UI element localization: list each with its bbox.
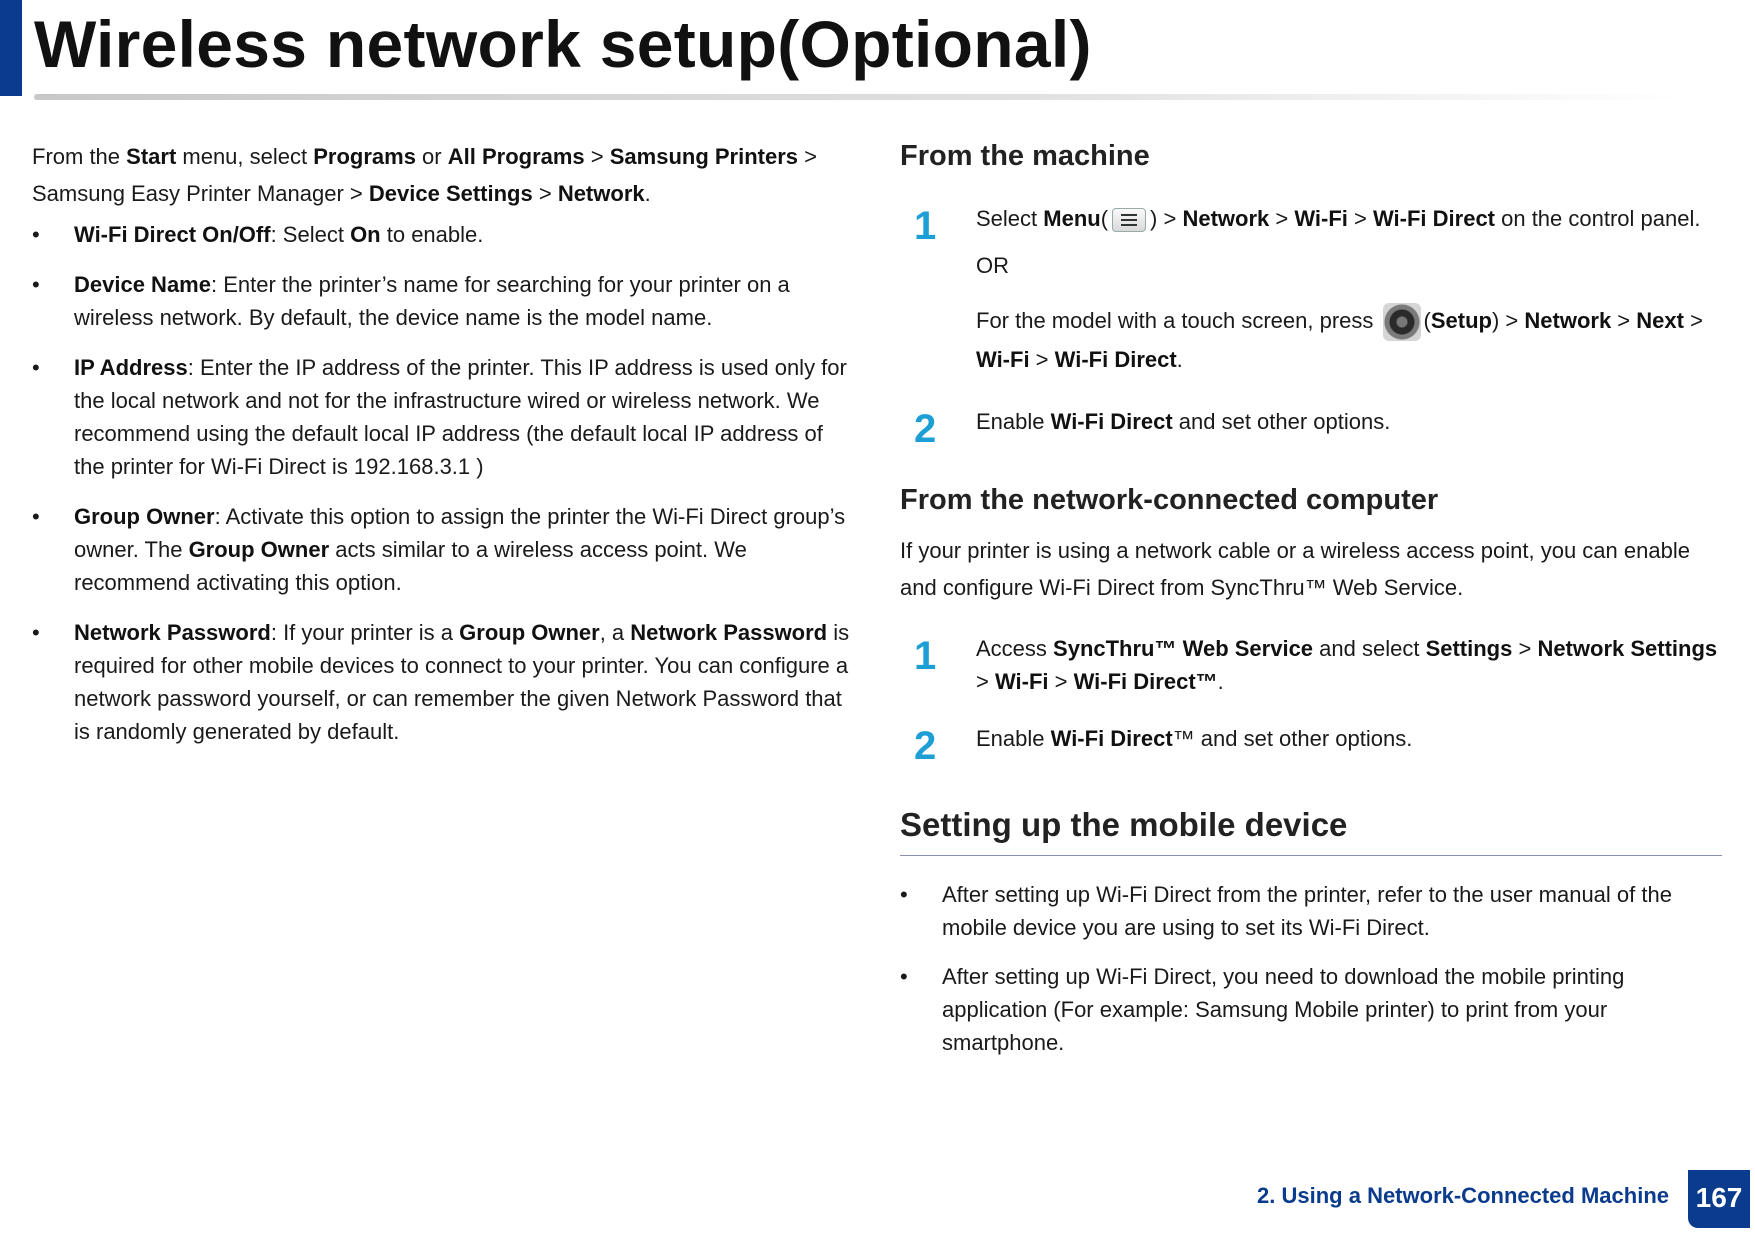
section-heading-mobile: Setting up the mobile device: [900, 806, 1348, 844]
section-heading-computer: From the network-connected computer: [900, 484, 1439, 517]
text: and select: [1313, 636, 1426, 662]
bullet: •: [32, 272, 40, 297]
text: For the model with a touch screen, press: [976, 308, 1380, 333]
text: or: [415, 144, 448, 169]
bold-text: Network: [1182, 206, 1270, 231]
text: >: [1048, 669, 1074, 695]
touchscreen-text: [976, 302, 1722, 379]
list-item: [32, 351, 852, 483]
list-item: [900, 960, 1722, 1059]
list-item: [32, 268, 852, 334]
page-title: Wireless network setup(Optional): [34, 7, 1092, 81]
text: .: [1217, 669, 1224, 695]
text: (: [1423, 308, 1431, 333]
text: Access: [976, 636, 1054, 662]
list-item: [32, 218, 852, 251]
text: After setting up Wi-Fi Direct, you need to download the mobile printing application (For example: Samsung Mobile printer) to print from your smartphone.: [942, 964, 1625, 1056]
text: acts similar to a wireless access point. We recommend activating this option.: [74, 537, 747, 595]
text: , a: [599, 620, 631, 645]
bold-text: Network: [557, 181, 645, 206]
text: ) >: [1491, 308, 1525, 333]
title-accent-bar: [0, 0, 22, 96]
text: From the: [32, 144, 127, 169]
text: ™ and set other options.: [1172, 726, 1413, 752]
text: >: [1683, 308, 1703, 333]
computer-intro: If your printer is using a network cable or a wireless access point, you can enable and configure Wi-Fi Direct from SyncThru™ Web Service.: [900, 538, 1690, 601]
title-divider: [34, 94, 1684, 100]
text: : Activate this option to assign the printer the Wi-Fi Direct group’s owner. The: [74, 504, 846, 562]
step-number: 2: [914, 407, 937, 452]
text: >: [1512, 636, 1538, 662]
step-number: 2: [914, 724, 937, 769]
computer-step-2: [900, 722, 1722, 769]
bold-text: Start: [126, 144, 177, 169]
text: to enable.: [380, 222, 484, 247]
bullet: •: [32, 355, 40, 380]
bold-text: Network: [1524, 308, 1612, 333]
bold-text: Wi-Fi Direct: [1050, 726, 1173, 752]
bold-text: Wi-Fi: [976, 347, 1030, 373]
settings-list: [32, 218, 852, 748]
text: and set other options.: [1172, 409, 1391, 435]
right-column: [900, 138, 1722, 1076]
text: After setting up Wi-Fi Direct from the printer, refer to the user manual of the mobile device you are using to set its Wi-Fi Direct.: [942, 882, 1672, 941]
text: Select: [976, 206, 1044, 231]
bold-text: Network Settings: [1537, 636, 1718, 662]
step-text: [976, 722, 1722, 755]
bullet: •: [32, 620, 40, 645]
bold-text: Wi-Fi Direct On/Off: [74, 222, 271, 247]
bold-text: Device Settings: [368, 181, 533, 206]
step-number: 1: [914, 634, 937, 679]
text: ) >: [1150, 206, 1183, 231]
bold-text: Samsung Printers: [609, 144, 799, 169]
step-number: 1: [914, 204, 937, 248]
gear-icon: [1383, 303, 1421, 341]
text: >: [532, 181, 558, 206]
computer-step-1: [900, 632, 1722, 698]
or-text: OR: [976, 253, 1009, 278]
bold-text: Setup: [1430, 308, 1492, 333]
bold-text: Next: [1636, 308, 1684, 333]
bold-text: Wi-Fi: [994, 669, 1049, 695]
section-divider: [900, 855, 1722, 856]
text: .: [644, 181, 651, 206]
text: >: [1029, 347, 1055, 373]
bullet: •: [900, 964, 908, 990]
text: Enable: [976, 409, 1051, 435]
bullet: •: [32, 222, 40, 247]
bold-text: IP Address: [74, 355, 188, 380]
text: on the control panel.: [1495, 206, 1701, 231]
text: >: [1269, 206, 1295, 231]
text: : Select: [270, 222, 351, 247]
list-item: [32, 500, 852, 599]
menu-icon: [1112, 208, 1146, 232]
page-number: 167: [1688, 1170, 1750, 1228]
bold-text: All Programs: [447, 144, 585, 169]
text: : If your printer is a: [270, 620, 460, 645]
text: > Samsung Easy Printer Manager >: [32, 144, 817, 206]
bold-text: Group Owner: [188, 537, 330, 562]
bullet: •: [900, 882, 908, 908]
bold-text: Wi-Fi Direct: [1050, 409, 1173, 435]
mobile-list: [900, 878, 1722, 1059]
step-text: [976, 202, 1722, 235]
bold-text: Wi-Fi: [1294, 206, 1348, 231]
text: : Enter the IP address of the printer. This IP address is used only for the local network and not for the infrastructure wired or wireless network. We recommend using the default local IP address (the default local IP address of the printer for Wi-Fi Direct is 192.168.3.1 ): [74, 355, 847, 479]
bold-text: Device Name: [74, 272, 211, 297]
machine-step-1: [900, 202, 1722, 379]
intro-paragraph: [32, 138, 852, 212]
bold-text: Network Password: [630, 620, 828, 645]
bold-text: Programs: [313, 144, 416, 169]
bold-text: Network Password: [74, 620, 271, 645]
bold-text: Menu: [1043, 206, 1101, 231]
step-text: [976, 405, 1722, 438]
chapter-footer: 2. Using a Network-Connected Machine: [1257, 1183, 1669, 1208]
bold-text: Settings: [1425, 636, 1513, 662]
left-column: [32, 138, 852, 765]
bold-text: Group Owner: [459, 620, 600, 645]
bold-text: SyncThru™ Web Service: [1053, 636, 1314, 662]
step-text: [976, 632, 1722, 698]
text: >: [976, 669, 995, 695]
text: is required for other mobile devices to connect to your printer. You can configure a network password yourself, or can remember the given Network Password that is randomly generated by default.: [74, 620, 850, 744]
bold-text: Wi-Fi Direct: [1054, 347, 1177, 373]
text: : Enter the printer’s name for searching for your printer on a wireless network. By default, the device name is the model name.: [74, 272, 790, 330]
list-item: [900, 878, 1722, 944]
text: >: [584, 144, 610, 169]
text: >: [1611, 308, 1637, 333]
list-item: [32, 616, 852, 748]
text: (: [1100, 206, 1109, 231]
bold-text: Group Owner: [74, 504, 215, 529]
bullet: •: [32, 504, 40, 529]
machine-step-2: [900, 405, 1722, 452]
bold-text: Wi-Fi Direct™: [1073, 669, 1218, 695]
bold-text: Wi-Fi Direct: [1372, 206, 1495, 231]
text: .: [1176, 347, 1183, 373]
text: >: [1347, 206, 1373, 231]
bold-text: On: [350, 222, 381, 247]
text: menu, select: [176, 144, 314, 169]
section-heading-machine: From the machine: [900, 140, 1150, 172]
text: Enable: [976, 726, 1051, 752]
